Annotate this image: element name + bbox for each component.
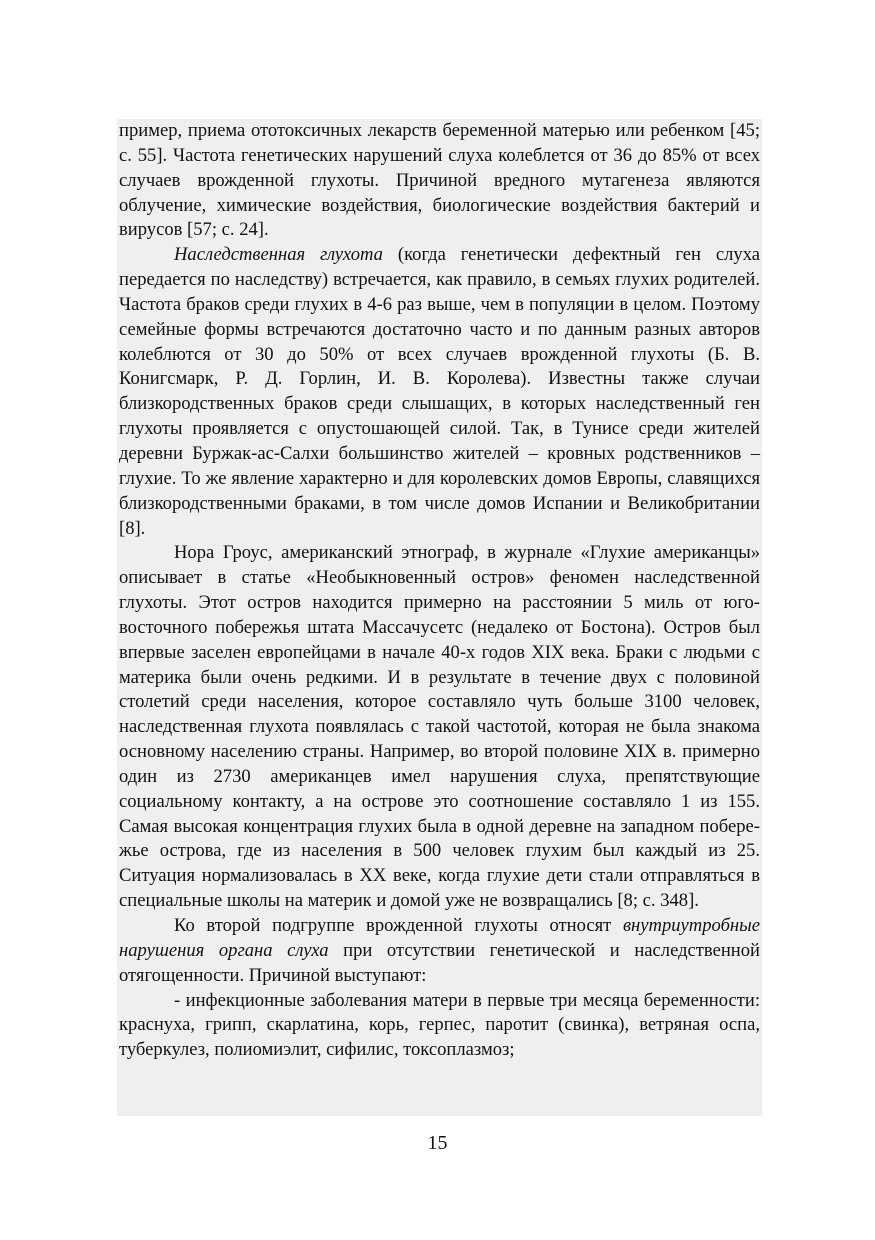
paragraph-4-text-b: при отсутствии генетической и наследственной отягощенности. Причиной выступают:: [119, 939, 760, 986]
paragraph-2-text: (когда генетически дефектный ген слуха передается по наследству) встречается, как правило, в семьях глухих родителей. Частота браков среди глухих в 4-6 раз выше, чем в популяции в целом. Поэтому семейные формы встречаются достаточно часто и по данным разных авторов колеблются от 30 до 50% от всех случаев врожденной глухоты (Б. В. Конигсмарк, Р. Д. Горлин, И. В. Королева). Известны также случаи близкородственных браков среди слышащих, в которых наследственный ген глухоты проявляется с опустошающей силой. Так, в Тунисе среди жителей деревни Буржак-ас-Салхи большинство жителей – кровных родственников – глухие. То же явление характерно и для королевских домов Европы, славящихся близкородственными браками, в том числе домов Испании и Великобритании [8].: [119, 244, 761, 539]
paragraph-4-term: внутриутробные нарушения органа слуха: [119, 915, 760, 961]
paragraph-3: [119, 541, 760, 914]
paragraph-1: [119, 119, 760, 243]
paragraph-4-text-a: Ко второй подгруппе врожденной глухоты относят: [174, 915, 623, 936]
paragraph-2-term: Наследственная глухота: [174, 244, 383, 266]
page-number: 15: [427, 1132, 448, 1154]
paragraph-4: [119, 914, 760, 989]
paragraph-5: [119, 989, 760, 1064]
paragraph-1-text: пример, приема ототоксичных лекарств беременной матерью или ребенком [45; с. 55]. Частота генетических нарушений слуха колеблется от 36 до 85% от всех случаев врожденной глухоты. Причиной вредного мутагенеза являются облучение, химические воздействия, биологические воздействия бактерий и вирусов [57; с. 24].: [119, 120, 760, 241]
paragraph-5-text: - инфекционные заболевания матери в первые три месяца беременности: краснуха, грипп, скарлатина, корь, герпес, паротит (свинка), ветряная оспа, туберкулез, полиомиэлит, сифилис, токсоплазмоз;: [119, 989, 760, 1061]
body-text-block: [117, 119, 762, 1116]
paragraph-3-text: Нора Гроус, американский этнограф, в журнале «Глухие американцы» описывает в статье «Необыкновенный остров» феномен наследственной глухоты. Этот остров находится примерно на расстоянии 5 миль от юго-восточного побережья штата Массачусетс (недалеко от Бостона). Остров был впервые заселен европейцами в начале 40-х годов XIX века. Браки с людьми с материка были очень редкими. И в результате в течение двух с половиной столетий среди населения, которое составляло чуть больше 3100 человек, наследственная глухота появлялась с такой частотой, которая не была знакома основному населению страны. Например, во второй половине XIX в. примерно один из 2730 американцев имел нарушения слуха, препятствующие социальному контакту, а на острове это соотношение составляло 1 из 155. Самая высокая концентрация глухих была в одной деревне на западном побережье острова, где из населения в 500 человек глухим был каждый из 25. Ситуация нормализовалась в XX веке, когда глухие дети стали отправляться в специальные школы на материк и домой уже не возвращались [8; с. 348].: [119, 542, 760, 912]
paragraph-2: [119, 243, 760, 541]
